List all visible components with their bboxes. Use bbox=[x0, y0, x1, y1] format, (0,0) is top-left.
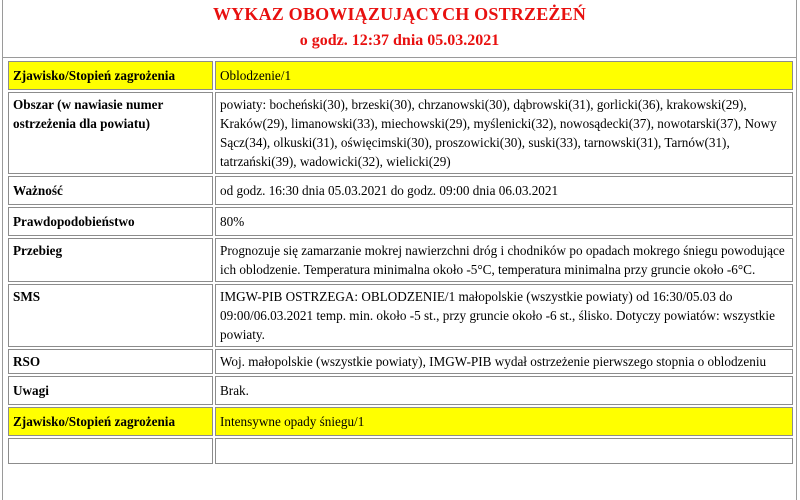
row-value bbox=[215, 438, 793, 464]
row-label: Uwagi bbox=[8, 376, 213, 405]
page-title: WYKAZ OBOWIĄZUJĄCYCH OSTRZEŻEŃ bbox=[212, 4, 587, 24]
warning-table bbox=[6, 59, 795, 466]
row-label: RSO bbox=[8, 349, 213, 374]
table-row-validity bbox=[8, 176, 793, 205]
row-label: Zjawisko/Stopień zagrożenia bbox=[8, 61, 213, 90]
table-row-area bbox=[8, 92, 793, 174]
warnings-page bbox=[2, 0, 797, 500]
row-value: Oblodzenie/1 bbox=[215, 61, 793, 90]
table-row-rso bbox=[8, 349, 793, 374]
row-label: Przebieg bbox=[8, 238, 213, 282]
table-row-phenomenon bbox=[8, 61, 793, 90]
row-label: Prawdopodobieństwo bbox=[8, 207, 213, 236]
table-row-phenomenon bbox=[8, 407, 793, 436]
table-row-course bbox=[8, 238, 793, 282]
page-subtitle: o godz. 12:37 dnia 05.03.2021 bbox=[299, 32, 500, 49]
row-value: powiaty: bocheński(30), brzeski(30), chrzanowski(30), dąbrowski(31), gorlicki(36), krakowski(29), Kraków(29), limanowski(33), miechowski(29), myślenicki(32), nowosądecki(37), nowotarski(37), Nowy Sącz(34), olkuski(31), oświęcimski(30), proszowicki(30), suski(33), tarnowski(31), Tarnów(31), tatrzański(39), wadowicki(32), wielicki(29) bbox=[215, 92, 793, 174]
row-value: Brak. bbox=[215, 376, 793, 405]
table-row-sms bbox=[8, 284, 793, 347]
row-label: Obszar (w nawiasie numer ostrzeżenia dla powiatu) bbox=[8, 92, 213, 174]
row-label: Zjawisko/Stopień zagrożenia bbox=[8, 407, 213, 436]
row-value: Woj. małopolskie (wszystkie powiaty), IMGW-PIB wydał ostrzeżenie pierwszego stopnia o oblodzeniu bbox=[215, 349, 793, 374]
row-value: Intensywne opady śniegu/1 bbox=[215, 407, 793, 436]
row-label bbox=[8, 438, 213, 464]
row-label: SMS bbox=[8, 284, 213, 347]
table-row-notes bbox=[8, 376, 793, 405]
table-row-partial bbox=[8, 438, 793, 464]
row-value: od godz. 16:30 dnia 05.03.2021 do godz. 09:00 dnia 06.03.2021 bbox=[215, 176, 793, 205]
row-value: IMGW-PIB OSTRZEGA: OBLODZENIE/1 małopolskie (wszystkie powiaty) od 16:30/05.03 do 09:00/06.03.2021 temp. min. około -5 st., przy gruncie około -6 st., ślisko. Dotyczy powiatów: wszystkie powiaty. bbox=[215, 284, 793, 347]
row-value: Prognozuje się zamarzanie mokrej nawierzchni dróg i chodników po opadach mokrego śniegu powodujące ich oblodzenie. Temperatura minimalna około -5°C, temperatura minimalna przy gruncie około -6°C. bbox=[215, 238, 793, 282]
header-divider bbox=[3, 57, 796, 58]
row-value: 80% bbox=[215, 207, 793, 236]
table-row-probability bbox=[8, 207, 793, 236]
row-label: Ważność bbox=[8, 176, 213, 205]
